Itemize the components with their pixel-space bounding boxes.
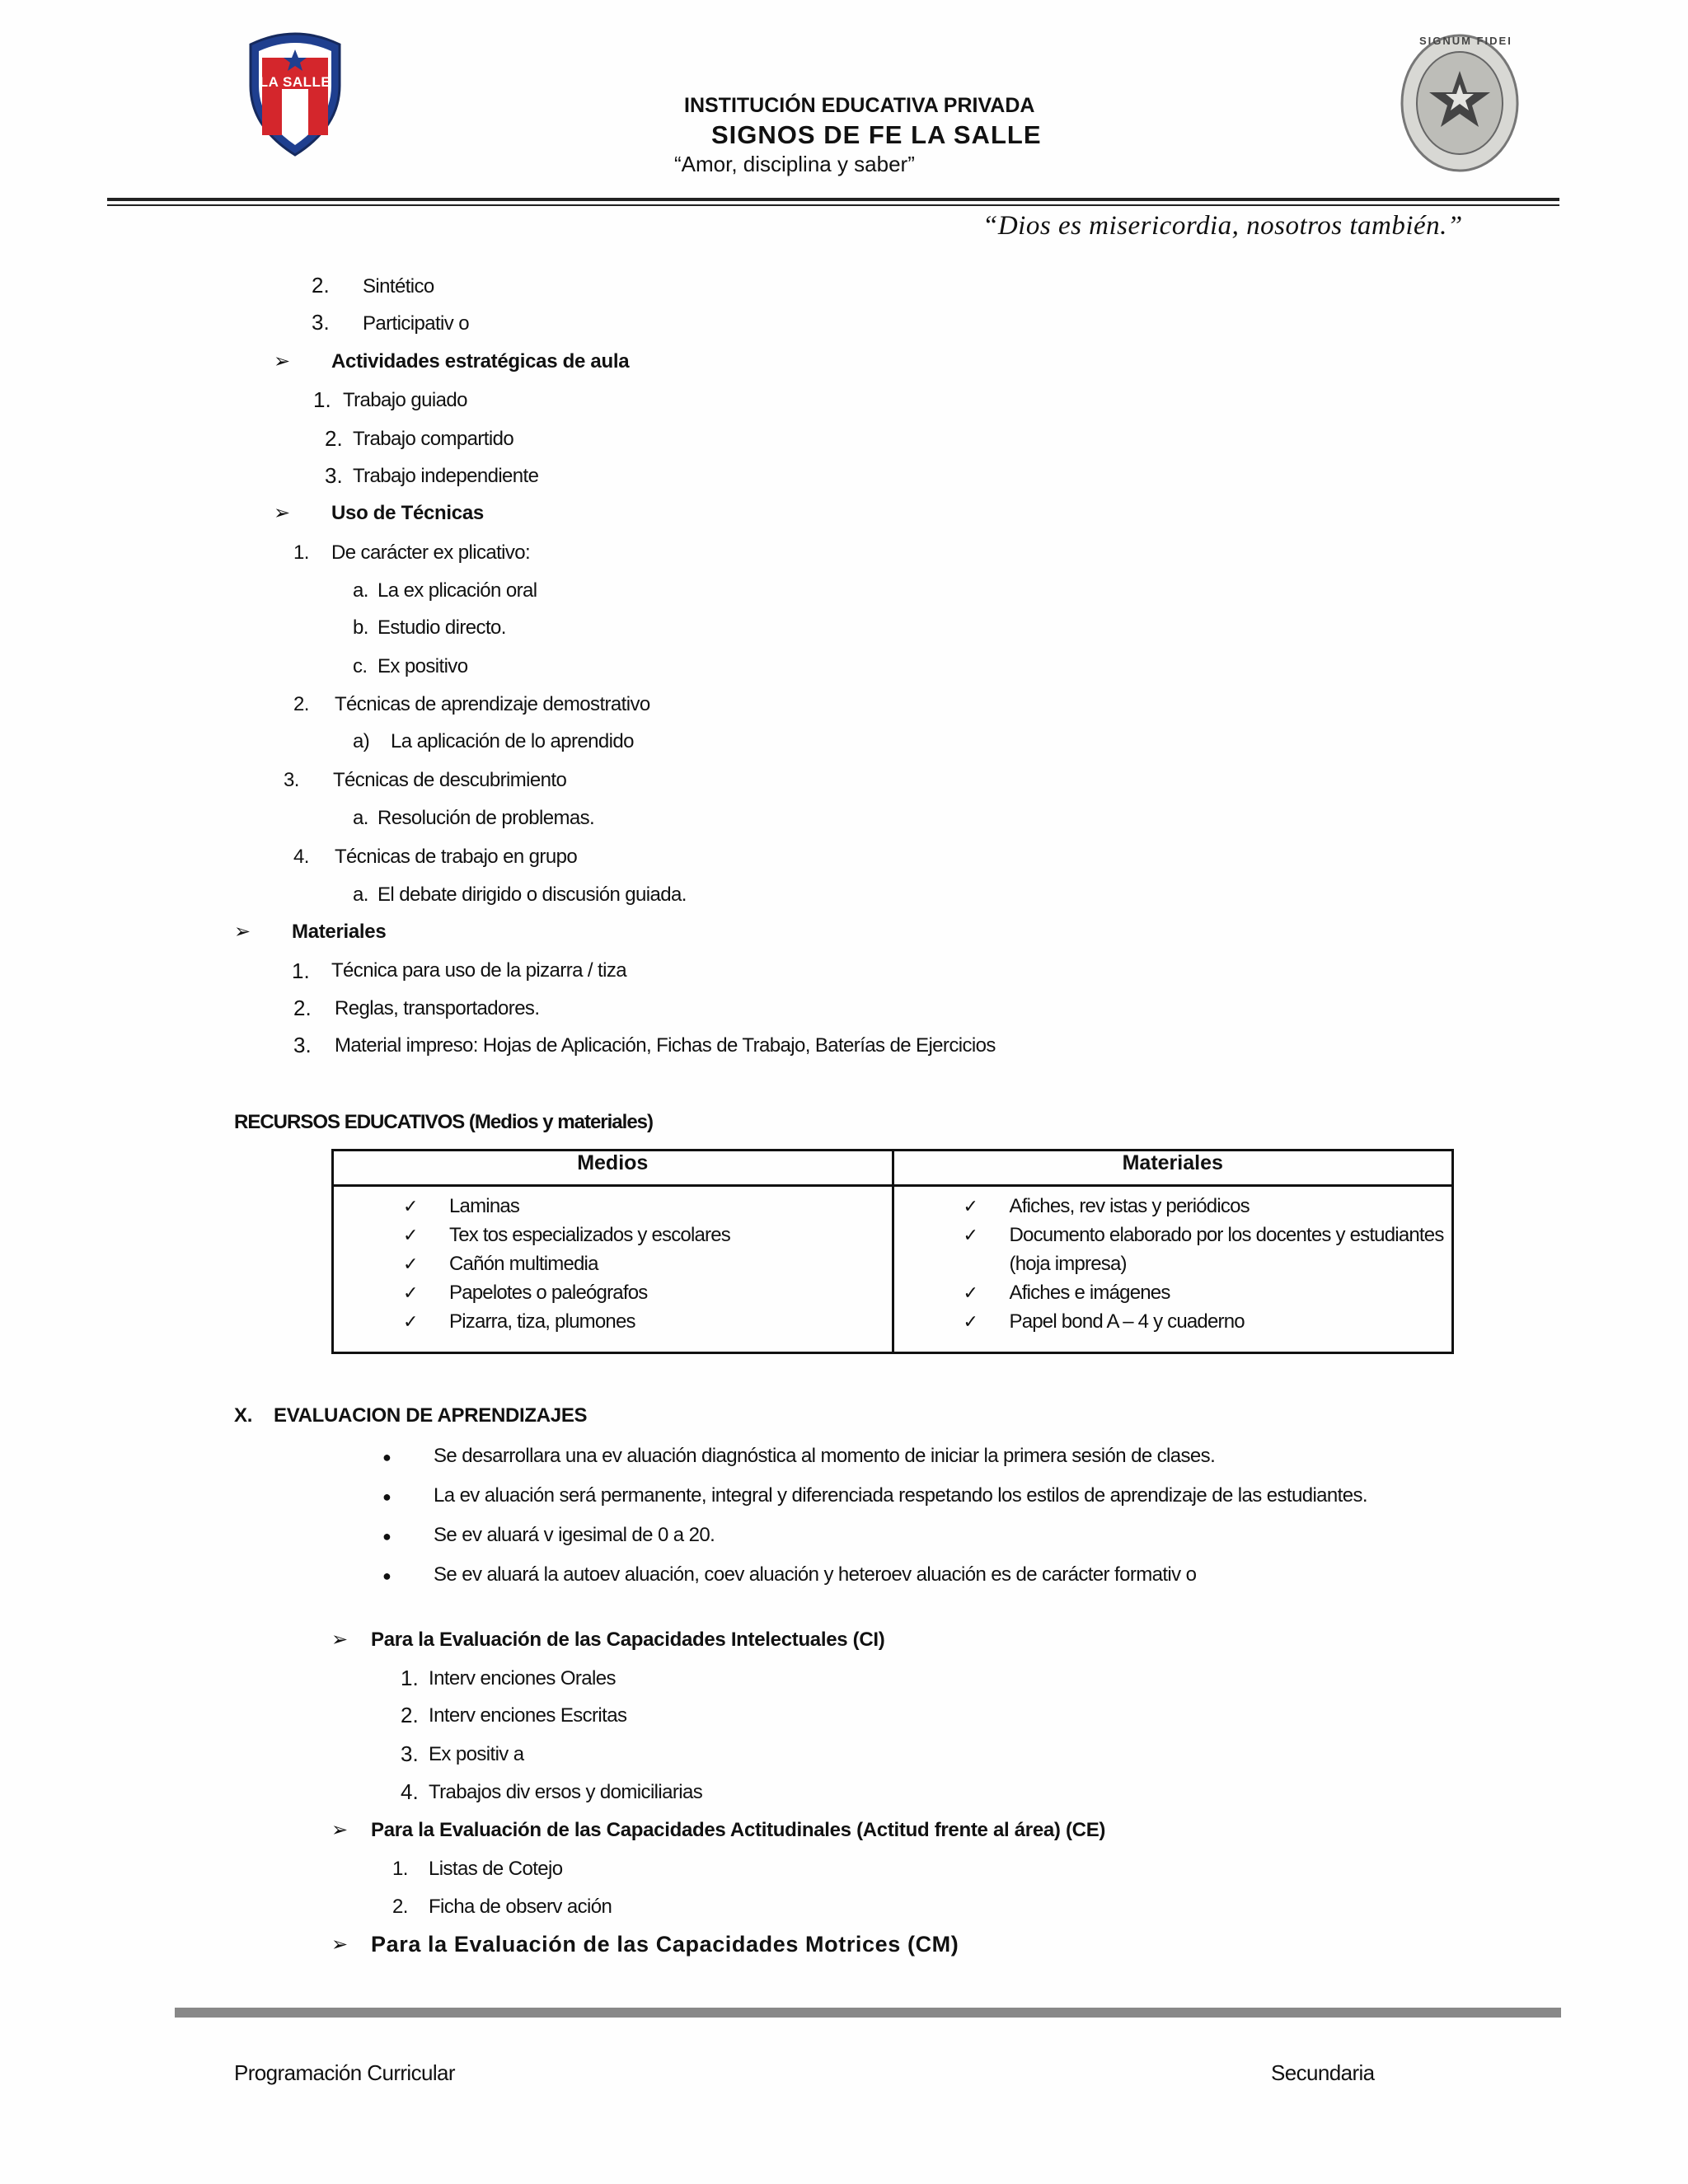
la-salle-logo <box>244 28 346 158</box>
bullet-icon: ● <box>382 1488 392 1505</box>
techniques-heading: Uso de Técnicas <box>331 502 484 524</box>
list-item-number: 1. <box>292 958 310 983</box>
list-item: Reglas, transportadores. <box>335 997 540 1019</box>
list-item-number: 2. <box>401 1703 419 1727</box>
school-name: SIGNOS DE FE LA SALLE <box>711 120 1042 149</box>
sub-item-letter: a. <box>353 883 368 906</box>
list-item: ✓ Afiches, rev istas y periódicos <box>894 1192 1452 1221</box>
check-icon: ✓ <box>403 1254 418 1274</box>
school-motto: “Dios es misericordia, nosotros también.” <box>982 211 1463 241</box>
list-item: Interv enciones Orales <box>429 1667 616 1690</box>
header-rule-top <box>107 198 1559 201</box>
sub-item-letter: a. <box>353 807 368 829</box>
list-item: ✓ Laminas <box>334 1192 892 1221</box>
list-item: ✓ Tex tos especializados y escolares <box>334 1221 892 1249</box>
medios-cell <box>333 1186 893 1353</box>
ci-heading: Para la Evaluación de las Capacidades Intelectuales (CI) <box>371 1629 885 1651</box>
arrow-bullet-icon: ➢ <box>331 1933 349 1956</box>
evaluation-bullet: Se ev aluará la autoev aluación, coev aluación y heteroev aluación es de carácter formativ o <box>434 1563 1197 1586</box>
list-item: Material impreso: Hojas de Aplicación, Fichas de Trabajo, Baterías de Ejercicios <box>335 1034 996 1057</box>
list-item-number: 3. <box>284 769 299 791</box>
list-item: ✓ Papelotes o paleógrafos <box>334 1278 892 1307</box>
arrow-bullet-icon: ➢ <box>331 1629 349 1651</box>
list-item-number: 1. <box>401 1666 419 1690</box>
list-item: Trabajo compartido <box>353 428 514 450</box>
list-item-number: 1. <box>293 541 309 564</box>
list-item: Técnicas de aprendizaje demostrativo <box>335 693 650 715</box>
list-item: Técnicas de descubrimiento <box>333 769 567 791</box>
check-icon: ✓ <box>403 1311 418 1332</box>
bullet-icon: ● <box>382 1568 392 1584</box>
signum-fidei-seal-text: SIGNUM FIDEI <box>1419 35 1512 47</box>
sub-item: Estudio directo. <box>377 616 506 639</box>
list-item: ✓ Pizarra, tiza, plumones <box>334 1307 892 1336</box>
list-item-number: 1. <box>313 387 331 412</box>
footer-rule <box>175 2008 1561 2018</box>
arrow-bullet-icon: ➢ <box>274 350 291 373</box>
list-item-number: 2. <box>312 273 330 298</box>
sub-item-letter: a) <box>353 730 370 752</box>
check-icon: ✓ <box>963 1225 978 1245</box>
check-icon: ✓ <box>963 1196 978 1216</box>
list-item-number: 4. <box>293 846 309 868</box>
list-item-number: 3. <box>293 1033 312 1057</box>
list-item: Participativ o <box>363 312 469 335</box>
ce-heading: Para la Evaluación de las Capacidades Actitudinales (Actitud frente al área) (CE) <box>371 1819 1106 1841</box>
cm-heading: Para la Evaluación de las Capacidades Motrices (CM) <box>371 1932 959 1957</box>
sub-item-letter: a. <box>353 579 368 602</box>
sub-item: La aplicación de lo aprendido <box>391 730 634 752</box>
bullet-icon: ● <box>382 1449 392 1465</box>
arrow-bullet-icon: ➢ <box>234 921 251 943</box>
list-item: Interv enciones Escritas <box>429 1704 627 1727</box>
materiales-cell <box>893 1186 1453 1353</box>
materials-heading: Materiales <box>292 921 387 943</box>
list-item: Ficha de observ ación <box>429 1896 612 1918</box>
list-item: Sintético <box>363 275 434 298</box>
school-slogan: “Amor, disciplina y saber” <box>674 152 915 176</box>
check-icon: ✓ <box>403 1225 418 1245</box>
list-item: Trabajo guiado <box>343 389 467 411</box>
sub-item: La ex plicación oral <box>377 579 537 602</box>
list-item: ✓ Documento elaborado por los docentes y estudiantes <box>894 1221 1452 1249</box>
list-item: ✓ Papel bond A – 4 y cuaderno <box>894 1307 1452 1336</box>
medios-list <box>334 1187 892 1336</box>
sub-item: Ex positivo <box>377 655 468 677</box>
list-item: Técnica para uso de la pizarra / tiza <box>331 959 626 982</box>
list-item: Ex positiv a <box>429 1743 524 1765</box>
check-icon: ✓ <box>403 1196 418 1216</box>
list-item: Trabajos div ersos y domiciliarias <box>429 1781 703 1803</box>
check-icon: ✓ <box>963 1282 978 1303</box>
list-item-number: 3. <box>401 1741 419 1766</box>
arrow-bullet-icon: ➢ <box>274 502 291 524</box>
list-item-number: 3. <box>312 310 330 335</box>
arrow-bullet-icon: ➢ <box>331 1819 349 1841</box>
evaluation-bullet: La ev aluación será permanente, integral y diferenciada respetando los estilos de aprendizaje de las estudiantes. <box>434 1484 1367 1507</box>
list-item-number: 2. <box>293 693 309 715</box>
footer-right: Secundaria <box>1271 2060 1375 2085</box>
sub-item: El debate dirigido o discusión guiada. <box>377 883 687 906</box>
list-item: ✓ Cañón multimedia <box>334 1249 892 1278</box>
list-item-number: 2. <box>392 1896 408 1918</box>
sub-item: Resolución de problemas. <box>377 807 595 829</box>
evaluation-number: X. <box>234 1404 253 1427</box>
resources-table <box>331 1149 1454 1354</box>
list-item-number: 1. <box>392 1858 408 1880</box>
sub-item-letter: b. <box>353 616 368 639</box>
column-header-materiales: Materiales <box>893 1151 1453 1186</box>
sub-item-letter: c. <box>353 655 368 677</box>
evaluation-heading: EVALUACION DE APRENDIZAJES <box>274 1404 588 1427</box>
bullet-icon: ● <box>382 1528 392 1544</box>
column-header-medios: Medios <box>333 1151 893 1186</box>
check-icon: ✓ <box>963 1311 978 1332</box>
list-item: Listas de Cotejo <box>429 1858 563 1880</box>
institution-heading: INSTITUCIÓN EDUCATIVA PRIVADA <box>684 94 1035 117</box>
list-item-number: 2. <box>325 426 343 451</box>
resources-heading: RECURSOS EDUCATIVOS (Medios y materiales) <box>234 1111 654 1133</box>
list-item: ✓ Afiches e imágenes <box>894 1278 1452 1307</box>
header-rule-bottom <box>107 204 1559 206</box>
activities-heading: Actividades estratégicas de aula <box>331 350 630 373</box>
check-icon: ✓ <box>403 1282 418 1303</box>
la-salle-logo-text: LA SALLE <box>259 74 331 90</box>
signum-fidei-seal <box>1398 31 1522 175</box>
evaluation-bullet: Se desarrollara una ev aluación diagnóstica al momento de iniciar la primera sesión de clases. <box>434 1445 1216 1467</box>
materiales-list <box>894 1187 1452 1336</box>
list-item: Trabajo independiente <box>353 465 539 487</box>
list-item: De carácter ex plicativo: <box>331 541 531 564</box>
list-item: Técnicas de trabajo en grupo <box>335 846 578 868</box>
list-item-number: 4. <box>401 1779 419 1804</box>
list-item-number: 3. <box>325 463 343 488</box>
list-item-continuation: (hoja impresa) <box>1009 1253 1127 1275</box>
list-item-number: 2. <box>293 996 312 1020</box>
footer-left: Programación Curricular <box>234 2060 455 2085</box>
evaluation-bullet: Se ev aluará v igesimal de 0 a 20. <box>434 1524 715 1546</box>
